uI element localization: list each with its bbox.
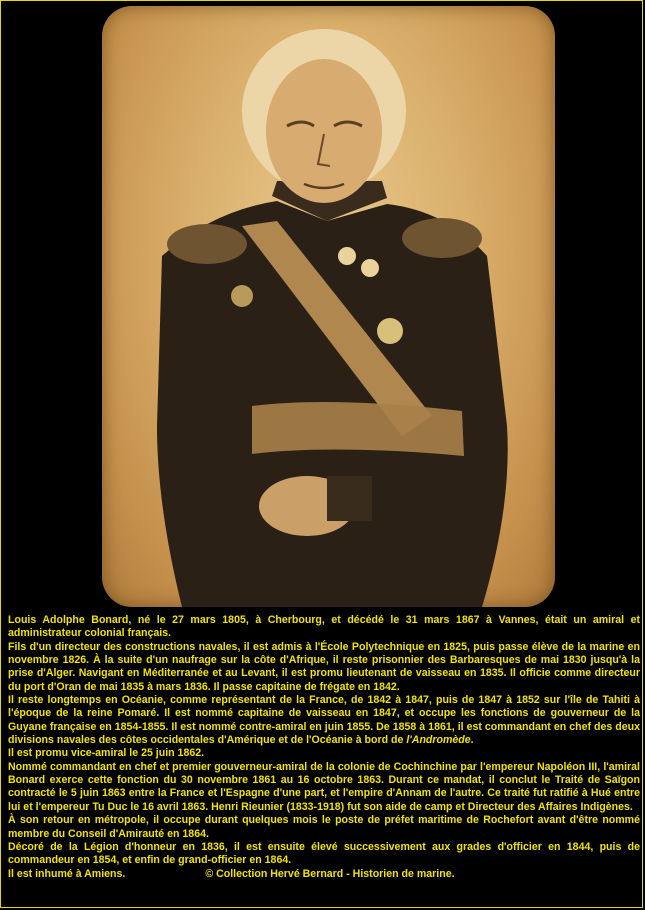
bio-paragraph-8 (8, 868, 640, 881)
copyright-credit: © Collection Hervé Bernard - Historien de marine. (205, 867, 455, 880)
bio-paragraph-2: Fils d'un directeur des constructions navales, il est admis à l'École Polytechnique en 1825, puis passe élève de la marine en novembre 1826. À la suite d'un naufrage sur la côte d'Afrique, il reste prisonnier des Barbaresques de mai 1830 jusqu'à la prise d'Alger. Navigant en Méditerranée et au Levant, il est promu lieutenant de vaisseau en 1835. Il officie comme directeur du port d'Oran de mai 1835 à mars 1836. Il passe capitaine de frégate en 1842. (8, 640, 640, 693)
ship-name: l'Andromède (406, 734, 471, 747)
bio-paragraph-1: Louis Adolphe Bonard, né le 27 mars 1805, à Cherbourg, et décédé le 31 mars 1867 à Vannes, était un amiral et administrateur colonial français. (8, 614, 640, 640)
bio-paragraph-6: À son retour en métropole, il occupe durant quelques mois le poste de préfet maritime de Rochefort avant d'être nommé membre du Conseil d'Amirauté en 1864. (8, 814, 640, 840)
bio-paragraph-3-text: Il reste longtemps en Océanie, comme représentant de la France, de 1842 à 1847, puis de 1847 à 1852 sur l'île de Tahiti à l'époque de la reine Pomaré. Il est nommé capitaine de vaisseau en 1847, et occupe les fonctions de gouverneur de la Guyane française en 1854-1855. Il est nommé contre-amiral en juin 1855. De 1858 à 1861, il est commandant en chef des deux divisions navales des côtes occidentales d'Amérique et de l'Océanie à bord de (8, 694, 640, 747)
bio-paragraph-7: Décoré de la Légion d'honneur en 1836, il est ensuite élevé successivement aux grades d'officier en 1844, puis de commandeur en 1854, et enfin de grand-officier en 1864. (8, 840, 640, 867)
biography-caption (8, 614, 640, 881)
bio-paragraph-5: Nommé commandant en chef et premier gouverneur-amiral de la colonie de Cochinchine par l'empereur Napoléon III, l'amiral Bonard exerce cette fonction du 30 novembre 1861 au 16 octobre 1863. Durant ce mandat, il conclut le Traité de Saïgon contracté le 5 juin 1863 entre la France et l'Espagne d'une part, et l'empire d'Annam de l'autre. Ce traité fut ratifié à Hué entre lui et l'empereur Tu Duc le 16 avril 1863. Henri Rieunier (1833-1918) fut son aide de camp et Directeur des Affaires Indigènes. (8, 760, 640, 813)
burial-text: Il est inhumé à Amiens. (8, 867, 126, 880)
bio-paragraph-4: Il est promu vice-amiral le 25 juin 1862. (8, 747, 205, 760)
bio-paragraph-3-end: . (470, 734, 474, 747)
portrait-image (102, 6, 555, 607)
bio-paragraph-3 (8, 694, 640, 747)
portrait-engraving-icon (102, 6, 555, 607)
